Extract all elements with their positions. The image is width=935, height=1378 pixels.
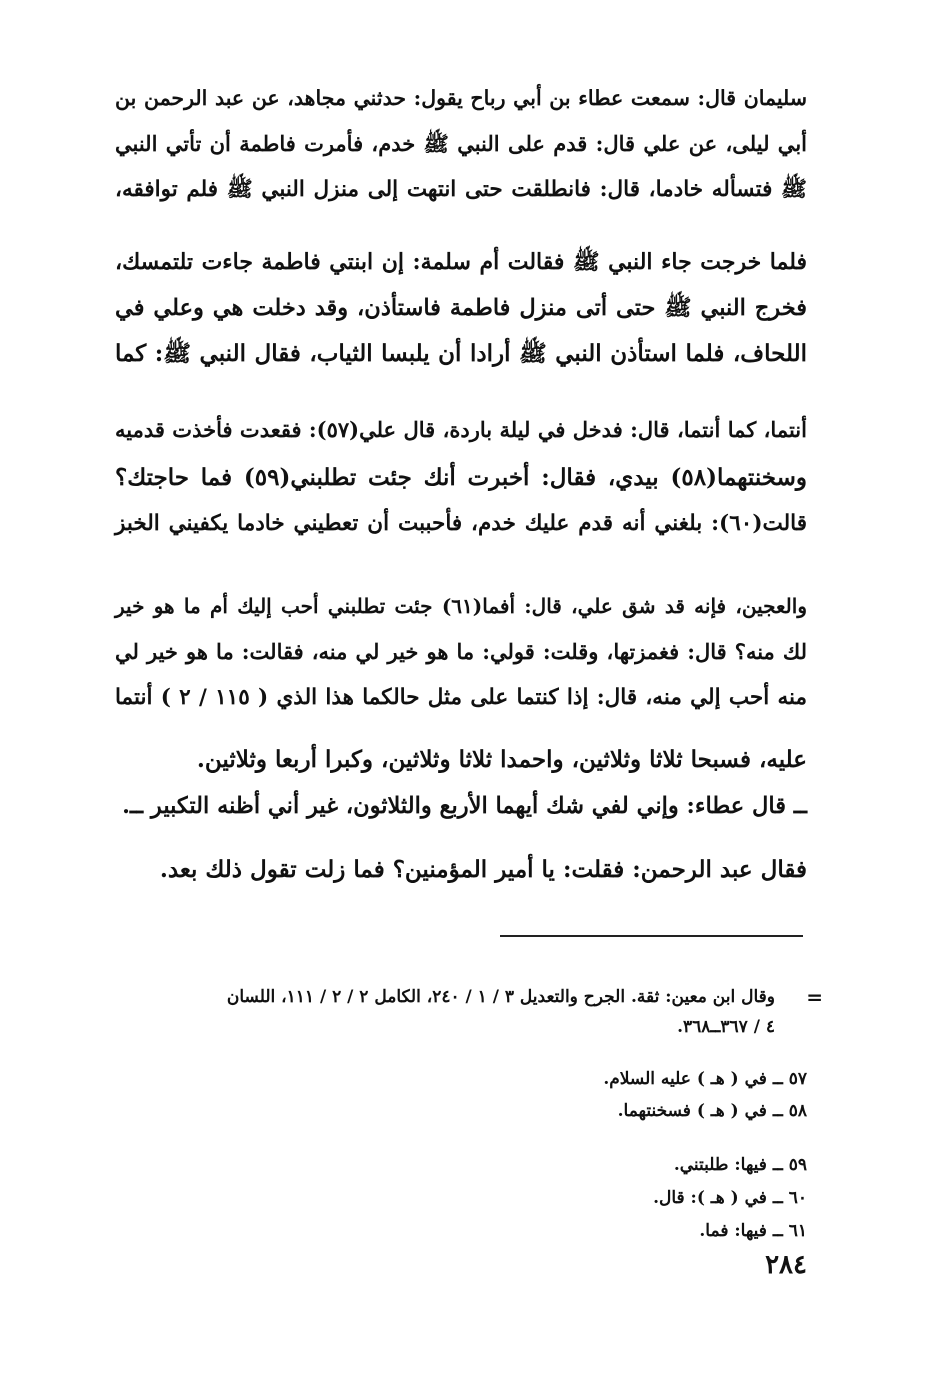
footnote-dash: ــ: [766, 1069, 783, 1089]
footnote-text: في ( هـ ) فسخنتهما.: [617, 1101, 767, 1121]
body-line-15: فقال عبد الرحمن: فقلت: يا أمير المؤمنين؟ فما زلت تقول ذلك بعد.: [159, 856, 807, 883]
footnote-text: في ( هـ ): قال.: [653, 1188, 767, 1208]
footnote-dash: ــ: [766, 1188, 783, 1208]
body-line-5: فخرج النبي ﷺ حتى أتى منزل فاطمة فاستأذن، وقد دخلت هي وعلي في: [115, 295, 807, 321]
footnote-dash: ــ: [766, 1221, 783, 1241]
footnote-continuation-line-2: ٤ / ٣٦٧ــ٣٦٨.: [677, 1017, 775, 1037]
footnote-60: [653, 1185, 807, 1211]
body-line-12: منه أحب إلي منه، قال: إذا كنتما على مثل حالكما هذا الذي ( ١١٥ / ٢ ) أنتما: [115, 685, 807, 710]
body-line-7: أنتما، كما أنتما، قال: فدخل في ليلة باردة، قال علي(٥٧): فقعدت فأخذت قدميه: [115, 417, 807, 442]
page-number: ٢٨٤: [765, 1250, 807, 1280]
footnote-text: في ( هـ ) عليه السلام.: [603, 1069, 767, 1089]
footnote-58: [618, 1098, 807, 1124]
body-line-10: والعجين، فإنه قد شق علي، قال: أفما(٦١) جئت تطلبني أحب إليك أم ما هو خير: [115, 594, 807, 618]
footnote-divider: [500, 935, 803, 937]
footnote-59: [674, 1152, 807, 1178]
footnote-continuation-marker: =: [806, 985, 823, 1009]
footnote-number: ٥٨: [788, 1101, 807, 1121]
footnote-text: فيها: فما.: [699, 1221, 767, 1241]
body-line-3: ﷺ فتسأله خادما، قال: فانطلقت حتى انتهت إلى منزل النبي ﷺ فلم توافقه،: [115, 177, 807, 202]
footnote-number: ٥٩: [788, 1155, 807, 1175]
footnote-61: [699, 1218, 807, 1244]
footnote-text: فيها: طلبتني.: [673, 1155, 767, 1175]
footnote-number: ٦١: [788, 1221, 807, 1241]
footnote-number: ٥٧: [788, 1069, 807, 1089]
body-line-9: قالت(٦٠): بلغني أنه قدم عليك خدم، فأحببت أن تعطيني خادما يكفيني الخبز: [115, 511, 807, 536]
body-line-14: ــ قال عطاء: وإني لفي شك أيهما الأربع والثلاثون، غير أني أظنه التكبير ــ.: [122, 793, 807, 819]
body-line-13: عليه، فسبحا ثلاثا وثلاثين، واحمدا ثلاثا وثلاثين، وكبرا أربعا وثلاثين.: [196, 746, 807, 773]
body-line-6: اللحاف، فلما استأذن النبي ﷺ أرادا أن يلبسا الثياب، فقال النبي ﷺ: كما: [115, 340, 807, 367]
footnote-continuation-line-1: وقال ابن معين: ثقة. الجرح والتعديل ٣ / ١ / ٢٤٠، الكامل ٢ / ٢ / ١١١، اللسان: [226, 987, 775, 1007]
body-line-8: وسخنتهما(٥٨) بيدي، فقال: أخبرت أنك جئت تطلبني(٥٩) فما حاجتك؟: [115, 464, 807, 491]
footnote-57: [603, 1066, 807, 1092]
body-line-1: سليمان قال: سمعت عطاء بن أبي رباح يقول: حدثني مجاهد، عن عبد الرحمن بن: [115, 86, 807, 110]
footnote-dash: ــ: [766, 1101, 783, 1121]
body-line-2: أبي ليلى، عن علي قال: قدم على النبي ﷺ خدم، فأمرت فاطمة أن تأتي النبي: [115, 131, 807, 156]
footnote-dash: ــ: [766, 1155, 783, 1175]
body-line-11: لك منه؟ قال: فغمزتها، وقلت: قولي: ما هو خير لي منه، فقالت: ما هو خير لي: [115, 639, 807, 664]
body-line-4: فلما خرجت جاء النبي ﷺ فقالت أم سلمة: إن ابنتي فاطمة جاءت تلتمسك،: [115, 249, 807, 275]
footnote-number: ٦٠: [788, 1188, 807, 1208]
